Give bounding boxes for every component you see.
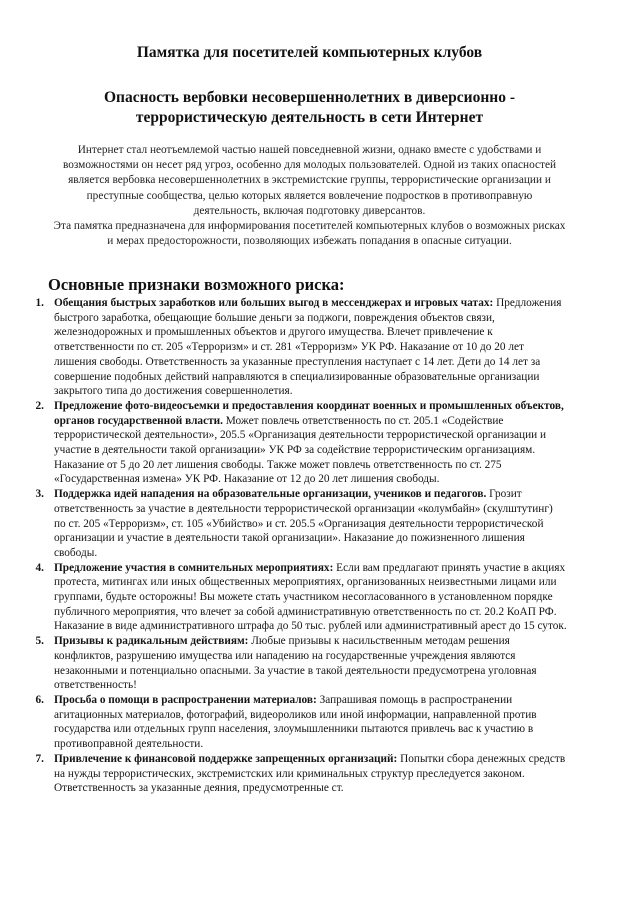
list-item-lead: Предложение участия в сомнительных мероприятиях: bbox=[54, 561, 334, 574]
list-item-number: 1. bbox=[35, 297, 44, 309]
intro-text bbox=[52, 143, 567, 249]
list-item bbox=[22, 296, 567, 399]
list-item-number: 5. bbox=[35, 635, 44, 648]
list-item-lead: Привлечение к финансовой поддержке запрещенных организаций: bbox=[54, 752, 398, 765]
list-item bbox=[22, 399, 567, 487]
risk-signs-list bbox=[22, 296, 567, 796]
list-item bbox=[22, 487, 567, 561]
list-item bbox=[22, 634, 567, 693]
list-item bbox=[22, 693, 567, 752]
list-item-text: Грозит ответственность за участие в деятельности террористической организации «колумбайн» (скулштутинг) по ст. 205 «Терроризм», ст. 105 «Убийство» и ст. 205.5 «Организация деятельности террористической организации и участие в деятельности такой организации». Наказание до пожизненного лишения свободы. bbox=[54, 488, 553, 559]
section-heading: Основные признаки возможного риска: bbox=[48, 275, 345, 294]
list-item-text: Запрашивая помощь в распространении агитационных материалов, фотографий, видеороликов или иной информации, направленной против государства или отдельных групп населения, злоумышленники пытаются привлечь вас к участию в противоправной деятельности. bbox=[54, 693, 537, 751]
list-item-text: Любые призывы к насильственным методам решения конфликтов, разрушению имущества или нападению на государственные учреждения являются незаконными и потенциально опасными. За участие в такой деятельности предусмотрена уголовная ответственность! bbox=[54, 635, 537, 692]
list-item-lead: Просьба о помощи в распространении материалов: bbox=[54, 693, 317, 706]
list-item-lead: Поддержка идей нападения на образовательные организации, учеников и педагогов. bbox=[54, 488, 487, 501]
intro-paragraph-1: Интернет стал неотъемлемой частью нашей повседневной жизни, однако вместе с удобствами и возможностями он несет ряд угроз, особенно для молодых пользователей. Одной из таких опасностей является вербовка несовершеннолетних в экстремистские группы, террористические организации и преступные сообщества, целью которых является вовлечение подростков в противоправную деятельность, включая подготовку диверсантов. bbox=[62, 144, 557, 217]
list-item-number: 4. bbox=[35, 561, 44, 574]
list-item-lead: Предложение фото-видеосъемки и предоставления координат военных и промышленных объектов, органов государственной власти. bbox=[54, 399, 564, 427]
list-item-text: Может повлечь ответственность по ст. 205.1 «Содействие террористической деятельности», 205.5 «Организация деятельности террористической организации и участие в деятельности такой организации» УК РФ за содействие террористическим организациям. Наказание от 5 до 20 лет лишения свободы. Также может повлечь ответственность по ст. 275 «Государственная измена» УК РФ. Наказание от 12 до 20 лет лишения свободы. bbox=[54, 414, 547, 486]
list-item-lead: Обещания быстрых заработков или больших выгод в мессенджерах и игровых чатах: bbox=[54, 297, 494, 309]
list-item-number: 3. bbox=[35, 488, 44, 501]
document-subtitle: Опасность вербовки несовершеннолетних в диверсионно - террористическую деятельность в сети Интернет bbox=[103, 89, 515, 126]
list-item-lead: Призывы к радикальным действиям: bbox=[54, 635, 249, 648]
list-item-text: Предложения быстрого заработка, обещающие большие деньги за поджоги, повреждения объектов связи, железнодорожных и промышленных объектов и другого имущества. Влечет привлечение к ответственности по ст. 205 «Терроризм» и ст. 281 «Терроризм» УК РФ. Наказание от 10 до 20 лет лишения свободы. Ответственность за указанные преступления наступает с 14 лет. Дети до 14 лет за совершение подобных действий направляются в специализированные образовательные организации закрытого типа до достижения совершеннолетия. bbox=[54, 297, 562, 398]
list-item-number: 7. bbox=[35, 752, 44, 765]
list-item bbox=[22, 561, 567, 635]
list-item-text: Если вам предлагают принять участие в акциях протеста, митингах или иных общественных мероприятиях, организованных неизвестными лицами или группами, будьте осторожны! Вы можете стать участником несогласованного в установленном порядке публичного мероприятия, что влечет за собой административную ответственность по ст. 20.2 КоАП РФ. Наказание в виде административного штрафа до 50 тыс. рублей или административный арест до 15 суток. bbox=[54, 561, 567, 633]
list-item bbox=[22, 752, 567, 796]
list-item-text: Попытки сбора денежных средств на нужды террористических, экстремистских или криминальных структур преследуется законом. Ответственность за указанные деяния, предусмотренные ст. bbox=[54, 752, 566, 795]
list-item-number: 2. bbox=[35, 399, 44, 412]
list-item-number: 6. bbox=[35, 693, 44, 706]
document-title: Памятка для посетителей компьютерных клубов bbox=[136, 44, 483, 61]
intro-paragraph-2: Эта памятка предназначена для информирования посетителей компьютерных клубов о возможных рисках и мерах предосторожности, позволяющих избежать попадания в опасные ситуации. bbox=[53, 220, 566, 248]
